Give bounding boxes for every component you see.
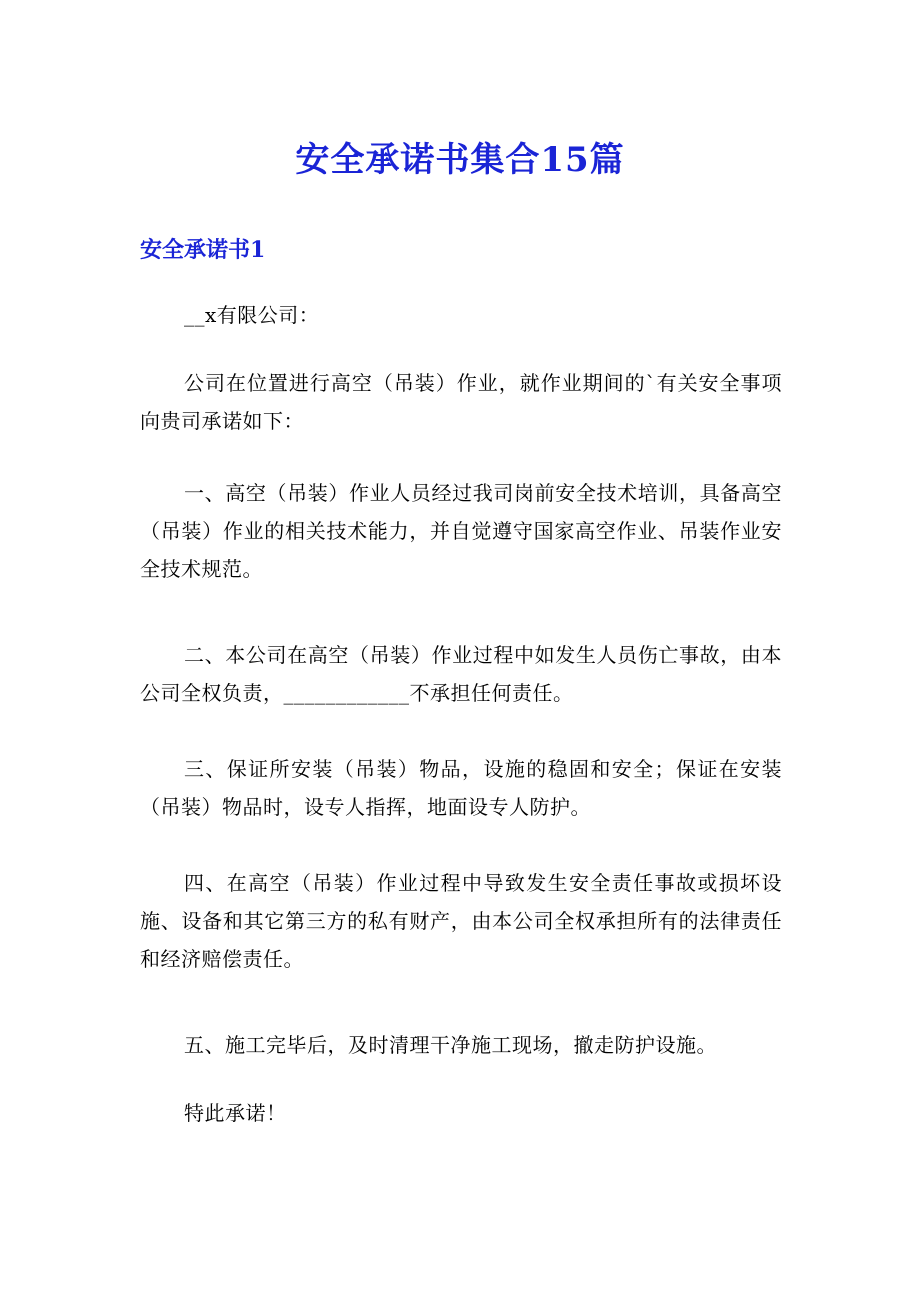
document-title: 安全承诺书集合15篇 xyxy=(295,140,625,180)
commitment-item-2: 二、本公司在高空（吊装）作业过程中如发生人员伤亡事故，由本公司全权负责，____________不承担任何责任。 xyxy=(140,643,782,705)
commitment-item-1: 一、高空（吊装）作业人员经过我司岗前安全技术培训，具备高空（吊装）作业的相关技术能力，并自觉遵守国家高空作业、吊装作业安全技术规范。 xyxy=(140,481,782,581)
commitment-item-4: 四、在高空（吊装）作业过程中导致发生安全责任事故或损坏设施、设备和其它第三方的私有财产，由本公司全权承担所有的法律责任和经济赔偿责任。 xyxy=(140,871,782,971)
commitment-item-5: 五、施工完毕后，及时清理干净施工现场，撤走防护设施。 xyxy=(184,1033,717,1057)
commitment-item-3: 三、保证所安装（吊装）物品，设施的稳固和安全；保证在安装（吊装）物品时，设专人指挥，地面设专人防护。 xyxy=(140,757,782,819)
salutation-paragraph: __x有限公司： xyxy=(184,303,320,327)
intro-paragraph: 公司在位置进行高空（吊装）作业，就作业期间的`有关安全事项向贵司承诺如下： xyxy=(140,371,782,433)
section-heading: 安全承诺书1 xyxy=(140,237,266,263)
closing-paragraph: 特此承诺！ xyxy=(184,1101,287,1125)
